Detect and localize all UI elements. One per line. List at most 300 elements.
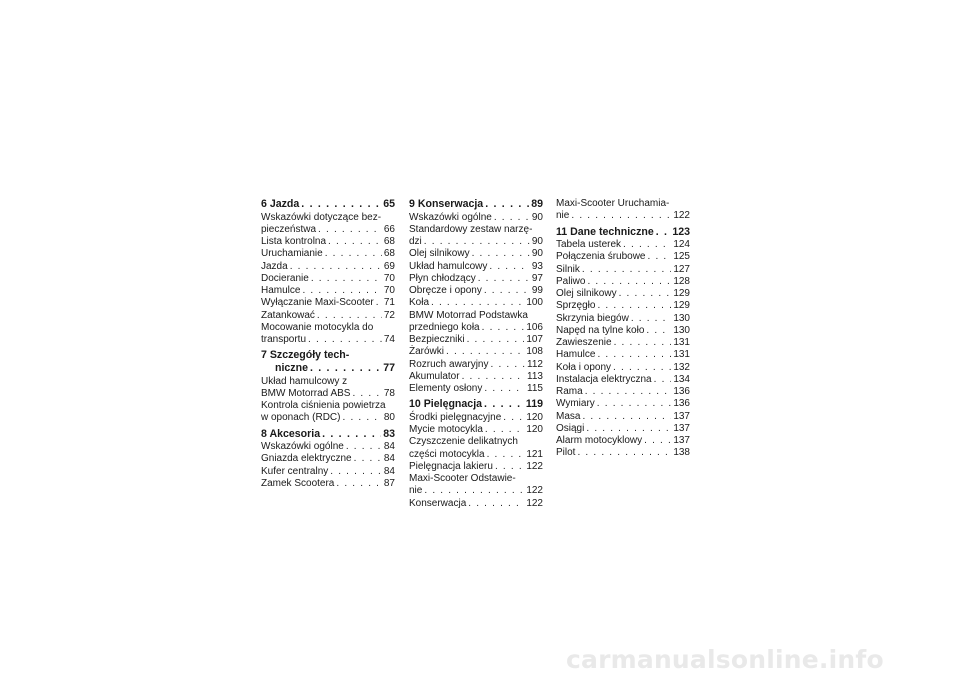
toc-page-number: 72 bbox=[383, 309, 395, 321]
toc-entry-row bbox=[556, 386, 690, 398]
toc-entry bbox=[261, 376, 395, 401]
toc-entry-row bbox=[409, 236, 543, 248]
toc-entry bbox=[556, 423, 690, 435]
toc-entry bbox=[409, 461, 543, 473]
dot-leader bbox=[495, 461, 524, 473]
toc-entry bbox=[409, 285, 543, 297]
toc-entry-title-line: 7 Szczegóły tech- bbox=[261, 349, 350, 362]
toc-entry-row bbox=[556, 337, 690, 349]
toc-entry-row bbox=[409, 449, 543, 461]
toc-entry-title: Rama bbox=[556, 386, 583, 398]
toc-entry-row bbox=[409, 371, 543, 383]
dot-leader bbox=[487, 449, 525, 461]
toc-entry-row bbox=[409, 398, 543, 411]
toc-entry-row bbox=[261, 453, 395, 465]
watermark-text: carmanualsonline.info bbox=[566, 645, 884, 674]
dot-leader bbox=[587, 276, 671, 288]
toc-page-number: 137 bbox=[673, 422, 690, 434]
toc-page-number: 122 bbox=[673, 210, 690, 222]
toc-page-number: 125 bbox=[673, 251, 690, 263]
toc-page-number: 124 bbox=[673, 239, 690, 251]
toc-entry bbox=[409, 473, 543, 498]
toc-page-number: 119 bbox=[525, 398, 543, 411]
toc-entry bbox=[409, 261, 543, 273]
dot-leader bbox=[582, 411, 671, 423]
toc-page-number: 130 bbox=[673, 312, 690, 324]
toc-entry-row bbox=[261, 388, 395, 400]
dot-leader bbox=[330, 466, 382, 478]
toc-entry-title: Kufer centralny bbox=[261, 465, 329, 477]
toc-entry bbox=[556, 349, 690, 361]
dot-leader bbox=[489, 261, 530, 273]
toc-entry bbox=[556, 435, 690, 447]
toc-page-number: 138 bbox=[673, 447, 690, 459]
toc-page-number: 122 bbox=[526, 460, 543, 472]
toc-page-number: 99 bbox=[531, 285, 543, 297]
dot-leader bbox=[586, 423, 671, 435]
toc-page-number: 68 bbox=[383, 248, 395, 260]
dot-leader bbox=[656, 226, 671, 239]
toc-page-number: 120 bbox=[526, 411, 543, 423]
toc-entry-title-line: Maxi-Scooter Odstawie- bbox=[409, 473, 516, 485]
toc-page-number: 122 bbox=[526, 485, 543, 497]
dot-leader bbox=[631, 313, 672, 325]
toc-page-number: 131 bbox=[673, 349, 690, 361]
toc-entry-row bbox=[261, 297, 395, 309]
toc-entry-title: Konserwacja bbox=[409, 497, 467, 509]
toc-entry-row bbox=[409, 261, 543, 273]
toc-entry-row bbox=[261, 285, 395, 297]
toc-page-number: 130 bbox=[673, 324, 690, 336]
dot-leader bbox=[646, 325, 671, 337]
toc-page-number: 128 bbox=[673, 275, 690, 287]
toc-entry-title: Rozruch awaryjny bbox=[409, 358, 489, 370]
dot-leader bbox=[290, 261, 382, 273]
dot-leader bbox=[318, 224, 382, 236]
toc-entry-title: Alarm motocyklowy bbox=[556, 435, 643, 447]
toc-entry bbox=[409, 334, 543, 346]
dot-leader bbox=[478, 273, 530, 285]
toc-entry-title-line: Wskazówki dotyczące bez- bbox=[261, 211, 382, 223]
toc-entry-title: Akumulator bbox=[409, 370, 460, 382]
toc-entry-title: Pielęgnacja lakieru bbox=[409, 460, 493, 472]
toc-page-number: 78 bbox=[383, 387, 395, 399]
toc-entry-title: Paliwo bbox=[556, 275, 586, 287]
toc-entry-title: nie bbox=[409, 485, 423, 497]
toc-entry-title: Hamulce bbox=[261, 285, 301, 297]
toc-entry-title: BMW Motorrad ABS bbox=[261, 387, 351, 399]
toc-entry-title: pieczeństwa bbox=[261, 223, 317, 235]
dot-leader bbox=[301, 198, 381, 211]
toc-entry bbox=[261, 400, 395, 425]
toc-entry-title: Napęd na tylne koło bbox=[556, 324, 645, 336]
toc-entry-row bbox=[261, 261, 395, 273]
toc-page-number: 136 bbox=[673, 386, 690, 398]
toc-entry-row bbox=[556, 239, 690, 251]
dot-leader bbox=[597, 300, 671, 312]
toc-entry-row bbox=[409, 461, 543, 473]
toc-entry bbox=[556, 288, 690, 300]
dot-leader bbox=[623, 239, 671, 251]
dot-leader bbox=[597, 398, 672, 410]
toc-entry bbox=[409, 424, 543, 436]
toc-entry bbox=[261, 466, 395, 478]
toc-entry-title: Jazda bbox=[261, 260, 288, 272]
toc-page-number: 122 bbox=[526, 497, 543, 509]
toc-entry-title-line: Czyszczenie delikatnych bbox=[409, 436, 518, 448]
toc-page-number: 123 bbox=[672, 225, 690, 238]
toc-entry bbox=[556, 337, 690, 349]
toc-entry bbox=[261, 441, 395, 453]
toc-column-1 bbox=[261, 198, 395, 490]
dot-leader bbox=[468, 498, 524, 510]
dot-leader bbox=[484, 398, 524, 411]
toc-entry-row bbox=[556, 362, 690, 374]
toc-entry-title: nie bbox=[556, 210, 570, 222]
toc-entry-title: Sprzęgło bbox=[556, 300, 596, 312]
toc-entry bbox=[556, 251, 690, 263]
toc-entry-title: Połączenia śrubowe bbox=[556, 251, 646, 263]
toc-entry-row bbox=[556, 313, 690, 325]
toc-entry-title-line: Kontrola ciśnienia powietrza bbox=[261, 400, 386, 412]
toc-entry-row bbox=[409, 485, 543, 497]
toc-page-number: 129 bbox=[673, 300, 690, 312]
toc-page-number: 89 bbox=[531, 198, 543, 210]
toc-entry bbox=[556, 362, 690, 374]
dot-leader bbox=[484, 285, 530, 297]
toc-entry-row bbox=[409, 285, 543, 297]
toc-entry-row bbox=[409, 346, 543, 358]
toc-page-number: 70 bbox=[383, 272, 395, 284]
toc-entry-title: w oponach (RDC) bbox=[261, 412, 341, 424]
toc-chapter-heading bbox=[261, 428, 395, 441]
toc-entry-row bbox=[556, 226, 690, 239]
dot-leader bbox=[503, 412, 524, 424]
toc-column-3 bbox=[556, 198, 690, 460]
toc-entry-title: przedniego koła bbox=[409, 321, 480, 333]
toc-entry-row bbox=[409, 424, 543, 436]
toc-entry bbox=[261, 285, 395, 297]
toc-entry-title: Masa bbox=[556, 410, 581, 422]
dot-leader bbox=[328, 236, 382, 248]
toc-page-number: 70 bbox=[383, 285, 395, 297]
toc-chapter-heading bbox=[409, 198, 543, 211]
toc-entry-row bbox=[261, 248, 395, 260]
toc-page-number: 65 bbox=[383, 198, 395, 210]
toc-page-number: 134 bbox=[673, 373, 690, 385]
dot-leader bbox=[485, 424, 524, 436]
dot-leader bbox=[571, 210, 671, 222]
toc-entry-row bbox=[261, 224, 395, 236]
toc-page-number: 108 bbox=[526, 346, 543, 358]
toc-entry-title-line: BMW Motorrad Podstawka bbox=[409, 309, 528, 321]
dot-leader bbox=[302, 285, 381, 297]
toc-entry bbox=[261, 453, 395, 465]
dot-leader bbox=[472, 248, 530, 260]
toc-entry-row bbox=[409, 273, 543, 285]
toc-entry-title: Obręcze i opony bbox=[409, 285, 482, 297]
toc-page-number: 90 bbox=[531, 211, 543, 223]
dot-leader bbox=[467, 334, 525, 346]
toc-entry bbox=[556, 239, 690, 251]
toc-entry-row bbox=[556, 435, 690, 447]
toc-entry-row bbox=[556, 447, 690, 459]
toc-page-number: 90 bbox=[531, 236, 543, 248]
toc-entry-title: Olej silnikowy bbox=[556, 288, 617, 300]
toc-entry-title: Silnik bbox=[556, 263, 580, 275]
dot-leader bbox=[325, 248, 382, 260]
toc-page-number: 68 bbox=[383, 236, 395, 248]
dot-leader bbox=[317, 310, 382, 322]
toc-page-number: 131 bbox=[673, 337, 690, 349]
toc-entry-title: niczne bbox=[275, 361, 308, 374]
toc-entry-row bbox=[556, 210, 690, 222]
toc-entry bbox=[261, 297, 395, 309]
toc-page-number: 69 bbox=[383, 260, 395, 272]
toc-entry bbox=[556, 398, 690, 410]
toc-entry-row bbox=[409, 359, 543, 371]
toc-entry bbox=[261, 261, 395, 273]
toc-page-number: 112 bbox=[527, 358, 543, 370]
toc-page-number: 127 bbox=[673, 263, 690, 275]
toc-entry bbox=[261, 322, 395, 347]
toc-entry bbox=[556, 276, 690, 288]
toc-entry bbox=[409, 371, 543, 383]
toc-entry-row bbox=[556, 374, 690, 386]
toc-entry-row bbox=[556, 251, 690, 263]
toc-page-number: 97 bbox=[531, 272, 543, 284]
toc-page-number: 84 bbox=[383, 441, 395, 453]
toc-entry-title: 9 Konserwacja bbox=[409, 198, 484, 210]
toc-entry bbox=[556, 411, 690, 423]
toc-entry-row bbox=[409, 297, 543, 309]
toc-entry-row bbox=[261, 478, 395, 490]
toc-entry bbox=[409, 297, 543, 309]
dot-leader bbox=[485, 198, 529, 211]
dot-leader bbox=[597, 349, 671, 361]
toc-entry-row bbox=[261, 310, 395, 322]
toc-chapter-heading bbox=[556, 226, 690, 239]
dot-leader bbox=[376, 297, 382, 309]
toc-page-number: 71 bbox=[383, 297, 395, 309]
toc-page-number: 136 bbox=[673, 398, 690, 410]
toc-entry-row bbox=[556, 264, 690, 276]
toc-entry bbox=[409, 212, 543, 224]
toc-entry-row bbox=[261, 412, 395, 424]
toc-entry-row bbox=[409, 212, 543, 224]
toc-entry-row bbox=[261, 362, 395, 375]
dot-leader bbox=[424, 236, 530, 248]
toc-entry-title: Instalacja elektryczna bbox=[556, 373, 652, 385]
toc-page-number: 115 bbox=[527, 383, 543, 395]
toc-entry-row bbox=[556, 300, 690, 312]
toc-entry-title-line: Mocowanie motocykla do bbox=[261, 321, 374, 333]
dot-leader bbox=[322, 428, 381, 441]
toc-entry-row bbox=[261, 334, 395, 346]
toc-entry bbox=[261, 273, 395, 285]
toc-entry-row bbox=[261, 441, 395, 453]
toc-entry-row bbox=[409, 498, 543, 510]
toc-entry-title: Osiągi bbox=[556, 422, 585, 434]
toc-entry bbox=[409, 383, 543, 395]
toc-page-number: 129 bbox=[673, 288, 690, 300]
toc-entry bbox=[556, 447, 690, 459]
dot-leader bbox=[354, 453, 382, 465]
toc-page-number: 84 bbox=[383, 453, 395, 465]
toc-entry bbox=[261, 478, 395, 490]
toc-entry-title: 6 Jazda bbox=[261, 198, 300, 210]
toc-page-number: 107 bbox=[526, 334, 543, 346]
toc-entry bbox=[409, 436, 543, 461]
toc-entry-row bbox=[556, 276, 690, 288]
toc-page-number: 132 bbox=[673, 361, 690, 373]
dot-leader bbox=[654, 374, 672, 386]
toc-entry bbox=[261, 212, 395, 237]
toc-entry bbox=[556, 198, 690, 223]
toc-page-number: 84 bbox=[383, 465, 395, 477]
toc-entry-row bbox=[556, 288, 690, 300]
toc-entry-row bbox=[261, 236, 395, 248]
toc-entry-title: transportu bbox=[261, 334, 307, 346]
toc-entry-row bbox=[261, 198, 395, 211]
toc-entry-row bbox=[556, 349, 690, 361]
toc-chapter-heading bbox=[261, 349, 395, 374]
toc-entry bbox=[556, 325, 690, 337]
toc-entry bbox=[409, 346, 543, 358]
toc-entry-title: Środki pielęgnacyjne bbox=[409, 411, 502, 423]
toc-entry bbox=[409, 273, 543, 285]
toc-entry-title: 10 Pielęgnacja bbox=[409, 398, 483, 411]
dot-leader bbox=[336, 478, 382, 490]
toc-entry bbox=[409, 412, 543, 424]
toc-entry-title: Skrzynia biegów bbox=[556, 312, 629, 324]
toc-entry-title: Żarówki bbox=[409, 346, 445, 358]
toc-entry-title: Układ hamulcowy bbox=[409, 260, 488, 272]
dot-leader bbox=[346, 441, 382, 453]
toc-page-number: 87 bbox=[383, 477, 395, 489]
toc-entry bbox=[556, 264, 690, 276]
dot-leader bbox=[484, 383, 525, 395]
toc-entry-title: Wskazówki ogólne bbox=[409, 211, 492, 223]
toc-page-number: 120 bbox=[526, 424, 543, 436]
dot-leader bbox=[619, 288, 672, 300]
dot-leader bbox=[585, 386, 672, 398]
toc-page-number: 90 bbox=[531, 248, 543, 260]
toc-page-number: 113 bbox=[527, 370, 543, 382]
toc-entry bbox=[261, 248, 395, 260]
toc-entry-row bbox=[409, 334, 543, 346]
toc-entry-row bbox=[409, 383, 543, 395]
toc-entry-title: Olej silnikowy bbox=[409, 248, 470, 260]
toc-chapter-heading bbox=[409, 398, 543, 411]
toc-entry-title: 8 Akcesoria bbox=[261, 427, 321, 440]
dot-leader bbox=[446, 346, 524, 358]
toc-page-number: 121 bbox=[526, 448, 543, 460]
toc-entry-title-line: Standardowy zestaw narzę- bbox=[409, 223, 533, 235]
toc-entry bbox=[409, 248, 543, 260]
dot-leader bbox=[648, 251, 672, 263]
toc-entry-title: Zawieszenie bbox=[556, 337, 612, 349]
toc-entry-title: Zamek Scootera bbox=[261, 477, 335, 489]
toc-page-number: 100 bbox=[526, 297, 543, 309]
toc-page-number: 80 bbox=[383, 412, 395, 424]
toc-entry-title: Wyłączanie Maxi-Scooter bbox=[261, 297, 374, 309]
dot-leader bbox=[644, 435, 671, 447]
dot-leader bbox=[614, 337, 672, 349]
toc-entry bbox=[556, 374, 690, 386]
toc-entry-title: Zatankować bbox=[261, 309, 315, 321]
toc-page-number: 137 bbox=[673, 410, 690, 422]
dot-leader bbox=[577, 447, 671, 459]
toc-page-number: 93 bbox=[531, 260, 543, 272]
toc-page-number: 66 bbox=[383, 223, 395, 235]
dot-leader bbox=[613, 362, 671, 374]
toc-page-number: 74 bbox=[383, 334, 395, 346]
dot-leader bbox=[431, 297, 524, 309]
toc-entry bbox=[409, 224, 543, 249]
toc-entry-row bbox=[409, 322, 543, 334]
toc-entry-title: Koła bbox=[409, 297, 430, 309]
dot-leader bbox=[424, 485, 524, 497]
toc-entry-title: dzi bbox=[409, 236, 422, 248]
toc-entry bbox=[409, 359, 543, 371]
toc-chapter-heading bbox=[261, 198, 395, 211]
toc-page-number: 106 bbox=[526, 321, 543, 333]
toc-entry bbox=[556, 300, 690, 312]
toc-entry-title: Docieranie bbox=[261, 272, 309, 284]
toc-entry-title: części motocykla bbox=[409, 448, 485, 460]
toc-entry-title: Gniazda elektryczne bbox=[261, 453, 352, 465]
dot-leader bbox=[582, 264, 671, 276]
toc-entry bbox=[556, 386, 690, 398]
toc-entry-title: Lista kontrolna bbox=[261, 236, 327, 248]
toc-entry-title: Wskazówki ogólne bbox=[261, 441, 344, 453]
toc-page-number: 137 bbox=[673, 435, 690, 447]
dot-leader bbox=[310, 362, 381, 375]
toc-entry bbox=[409, 498, 543, 510]
toc-entry-title: Pilot bbox=[556, 447, 576, 459]
dot-leader bbox=[482, 322, 525, 334]
toc-entry bbox=[409, 310, 543, 335]
toc-entry-row bbox=[556, 411, 690, 423]
toc-entry-title: Koła i opony bbox=[556, 361, 612, 373]
toc-entry-title-line: Układ hamulcowy z bbox=[261, 375, 348, 387]
toc-entry-row bbox=[556, 325, 690, 337]
dot-leader bbox=[352, 388, 381, 400]
toc-entry-row bbox=[261, 273, 395, 285]
toc-entry-title: Płyn chłodzący bbox=[409, 272, 476, 284]
dot-leader bbox=[308, 334, 382, 346]
dot-leader bbox=[462, 371, 525, 383]
toc-column-2 bbox=[409, 198, 543, 510]
toc-entry-title: Uruchamianie bbox=[261, 248, 323, 260]
toc-page-number: 77 bbox=[383, 361, 395, 374]
toc-entry-title: Wymiary bbox=[556, 398, 595, 410]
toc-entry-row bbox=[556, 423, 690, 435]
toc-entry-row bbox=[556, 398, 690, 410]
toc-entry-title: Hamulce bbox=[556, 349, 596, 361]
toc-entry-title: Tabela usterek bbox=[556, 239, 622, 251]
toc-entry-title: Bezpieczniki bbox=[409, 334, 465, 346]
toc-entry-row bbox=[261, 428, 395, 441]
toc-entry-row bbox=[261, 466, 395, 478]
toc-entry-title: 11 Dane techniczne bbox=[556, 225, 654, 238]
toc-entry-title: Elementy osłony bbox=[409, 383, 483, 395]
dot-leader bbox=[342, 412, 381, 424]
toc-entry bbox=[261, 310, 395, 322]
toc-entry bbox=[261, 236, 395, 248]
toc-entry-title: Mycie motocykla bbox=[409, 424, 483, 436]
